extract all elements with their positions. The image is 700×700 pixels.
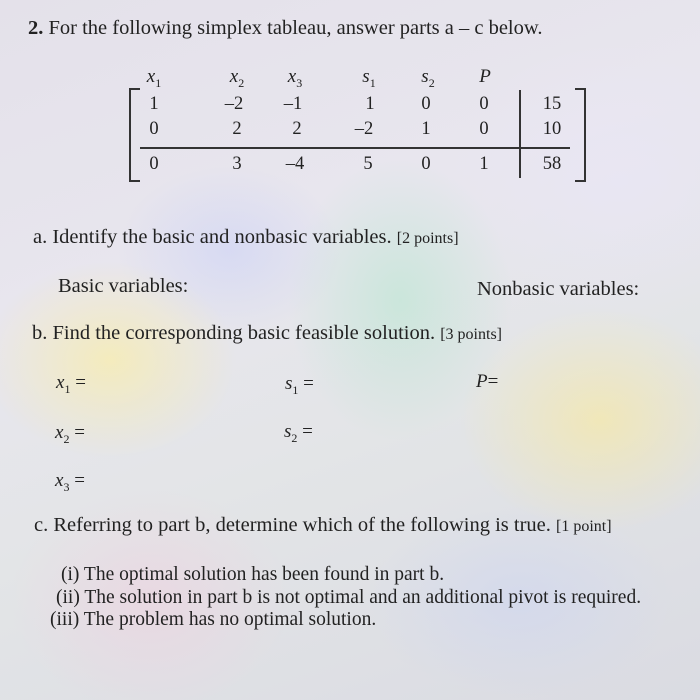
part-c-question: c. Referring to part b, determine which of the following is true. [1 point] <box>34 514 612 536</box>
tableau-cell: 1 <box>149 94 159 114</box>
tableau-header-x3: $x_3$ <box>287 66 303 90</box>
problem-heading <box>28 17 542 40</box>
tableau-cell: 1 <box>421 119 431 139</box>
answer-x2: $x_2$ = <box>55 422 85 446</box>
part-b-points: [3 points] <box>440 326 502 343</box>
option-i: (i) The optimal solution has been found in part b. <box>61 564 445 585</box>
part-b-question: b. Find the corresponding basic feasible solution. [3 points] <box>32 322 502 344</box>
tableau-cell: 0 <box>149 119 159 139</box>
tableau-cell: 5 <box>363 154 373 174</box>
answer-s2: $s_2$ = <box>284 421 313 445</box>
part-c-points: [1 point] <box>556 518 612 535</box>
tableau-cell: –1 <box>283 94 303 114</box>
tableau-cell: 3 <box>232 154 242 174</box>
nonbasic-variables-label: Nonbasic variables: <box>477 278 640 300</box>
tableau-header-s1: $s_1$ <box>362 66 376 90</box>
tableau-header-x1: $x_1$ <box>146 66 162 90</box>
tableau-cell: 1 <box>479 154 489 174</box>
tableau-right-bracket <box>575 88 586 182</box>
tableau-header-p: P <box>479 66 491 87</box>
tableau-cell: 0 <box>479 119 489 139</box>
problem-number: 2. <box>28 17 44 39</box>
tableau-cell: –2 <box>224 94 244 114</box>
part-a-question: a. Identify the basic and nonbasic variables. [2 points] <box>33 226 459 248</box>
tableau-header-s2: $s_2$ <box>421 66 435 90</box>
tableau-header-x2: $x_2$ <box>229 66 245 90</box>
tableau-rhs-divider <box>519 90 521 178</box>
tableau-cell: 10 <box>542 119 562 139</box>
tableau-cell: –2 <box>354 119 374 139</box>
option-iii: (iii) The problem has no optimal solution. <box>50 609 377 630</box>
answer-x3: $x_3$ = <box>55 470 85 494</box>
tableau-cell: 0 <box>479 94 489 114</box>
problem-prompt: For the following simplex tableau, answer parts a – c below. <box>48 17 543 39</box>
tableau-cell: 1 <box>365 94 375 114</box>
tableau-cell: 58 <box>542 154 562 174</box>
tableau-cell: –4 <box>285 154 305 174</box>
tableau-cell: 0 <box>421 154 431 174</box>
basic-variables-label: Basic variables: <box>58 275 189 297</box>
tableau-cell: 0 <box>421 94 431 114</box>
answer-s1: $s_1$ = <box>285 373 314 397</box>
tableau-objective-divider <box>140 147 570 149</box>
tableau-cell: 2 <box>232 119 242 139</box>
tableau-cell: 15 <box>542 94 562 114</box>
tableau-cell: 2 <box>292 119 302 139</box>
option-ii: (ii) The solution in part b is not optimal and an additional pivot is required. <box>56 587 642 608</box>
part-a-points: [2 points] <box>396 230 459 247</box>
tableau-cell: 0 <box>149 154 159 174</box>
answer-x1: $x_1$ = <box>56 372 86 396</box>
answer-p: P= <box>476 371 499 392</box>
